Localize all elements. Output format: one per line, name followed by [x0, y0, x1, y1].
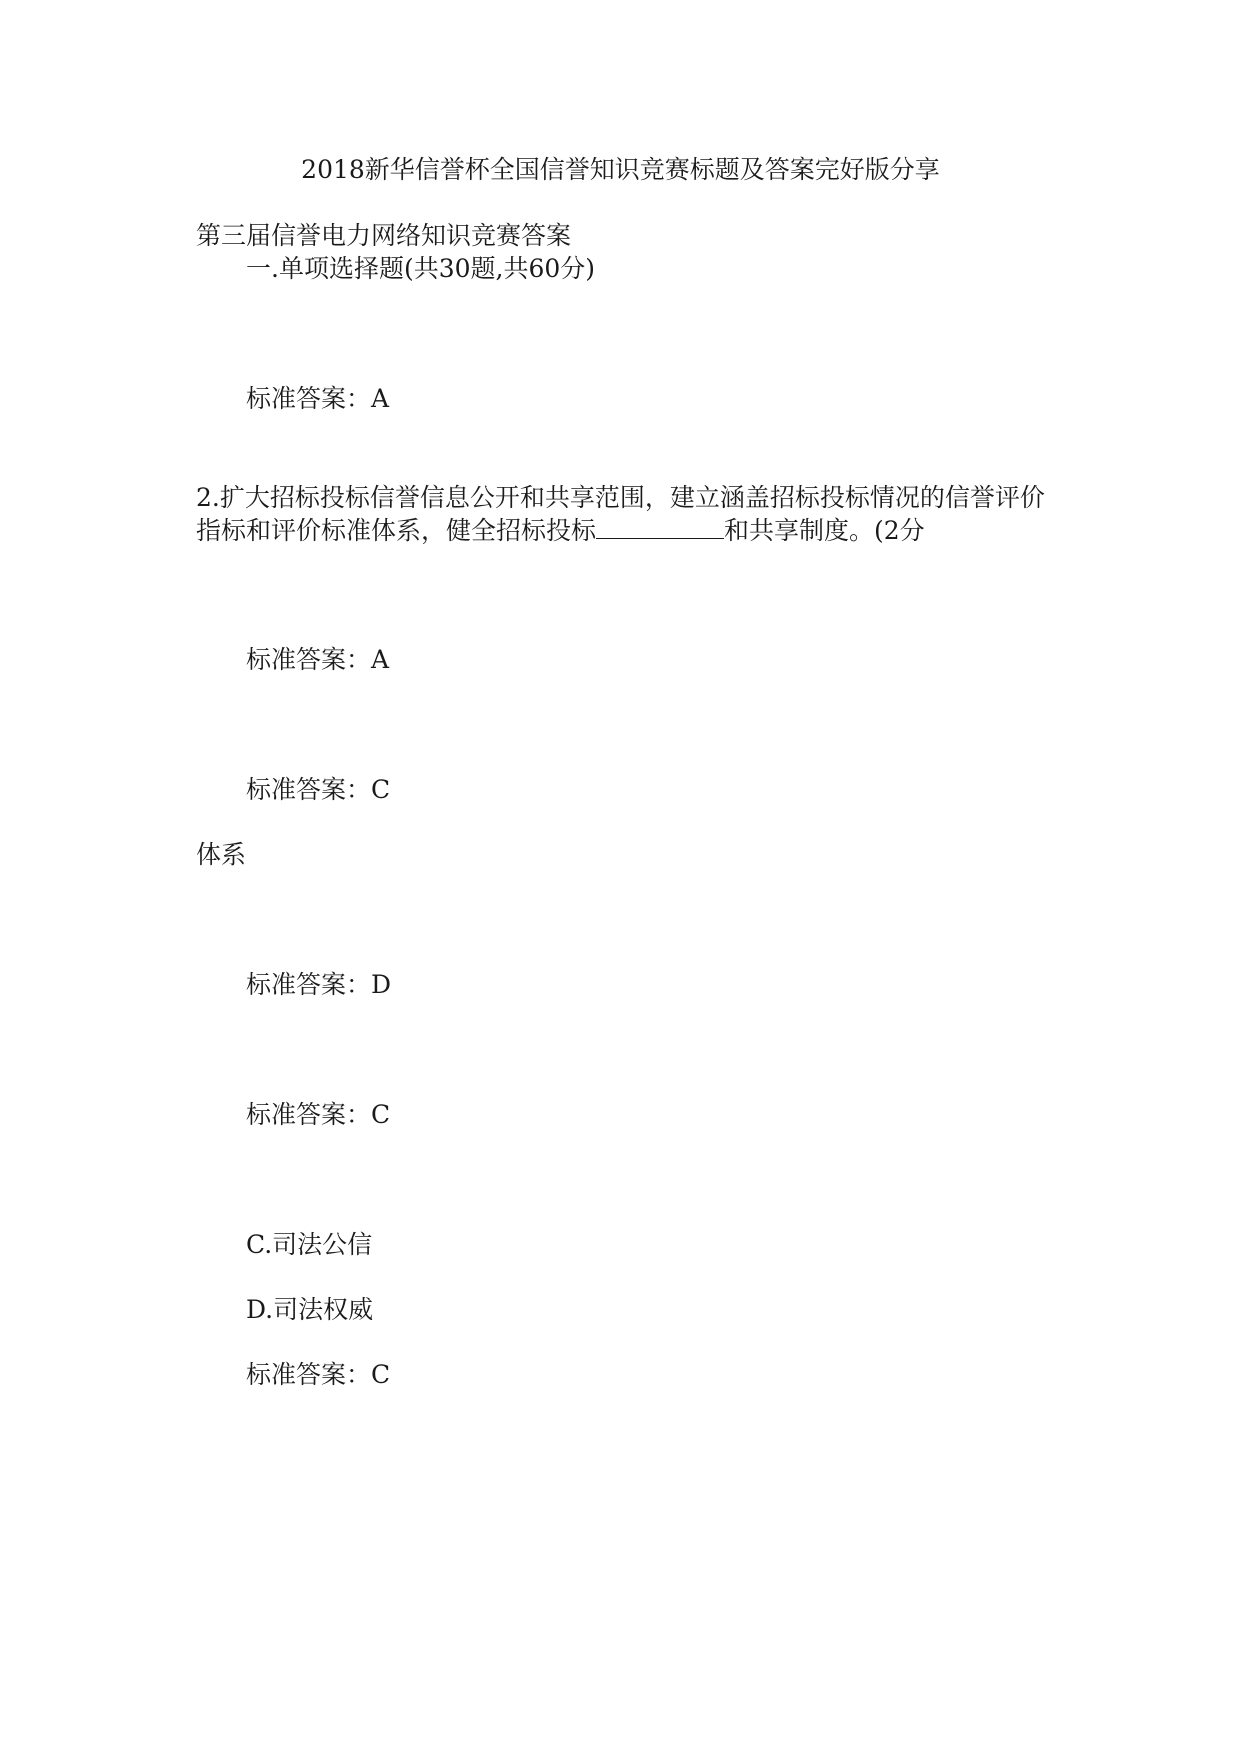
- answer-line: 标准答案：D: [246, 970, 392, 999]
- document-subtitle: 第三届信誉电力网络知识竞赛答案: [196, 221, 572, 250]
- text-fragment: 体系: [196, 840, 247, 869]
- answer-line: 标准答案：A: [246, 384, 390, 413]
- answer-line: 标准答案：C: [246, 775, 391, 804]
- question-2-line-1: 2.扩大招标投标信誉信息公开和共享范围，建立涵盖招标投标情况的信誉评价: [196, 483, 1045, 512]
- answer-line: 标准答案：A: [246, 645, 390, 674]
- section-heading: 一.单项选择题(共30题,共60分): [246, 254, 596, 283]
- question-2-line-2: [196, 514, 925, 548]
- answer-line: 标准答案：C: [246, 1360, 391, 1389]
- answer-line: 标准答案：C: [246, 1100, 391, 1129]
- question-2-text-after-blank: 和共享制度。(2分: [724, 516, 925, 545]
- fill-in-blank: [596, 514, 724, 539]
- option-d: D.司法权威: [246, 1295, 374, 1324]
- document-title: 2018新华信誉杯全国信誉知识竞赛标题及答案完好版分享: [301, 155, 940, 184]
- question-2-text-before-blank: 指标和评价标准体系，健全招标投标: [196, 516, 597, 545]
- option-c: C.司法公信: [246, 1230, 373, 1259]
